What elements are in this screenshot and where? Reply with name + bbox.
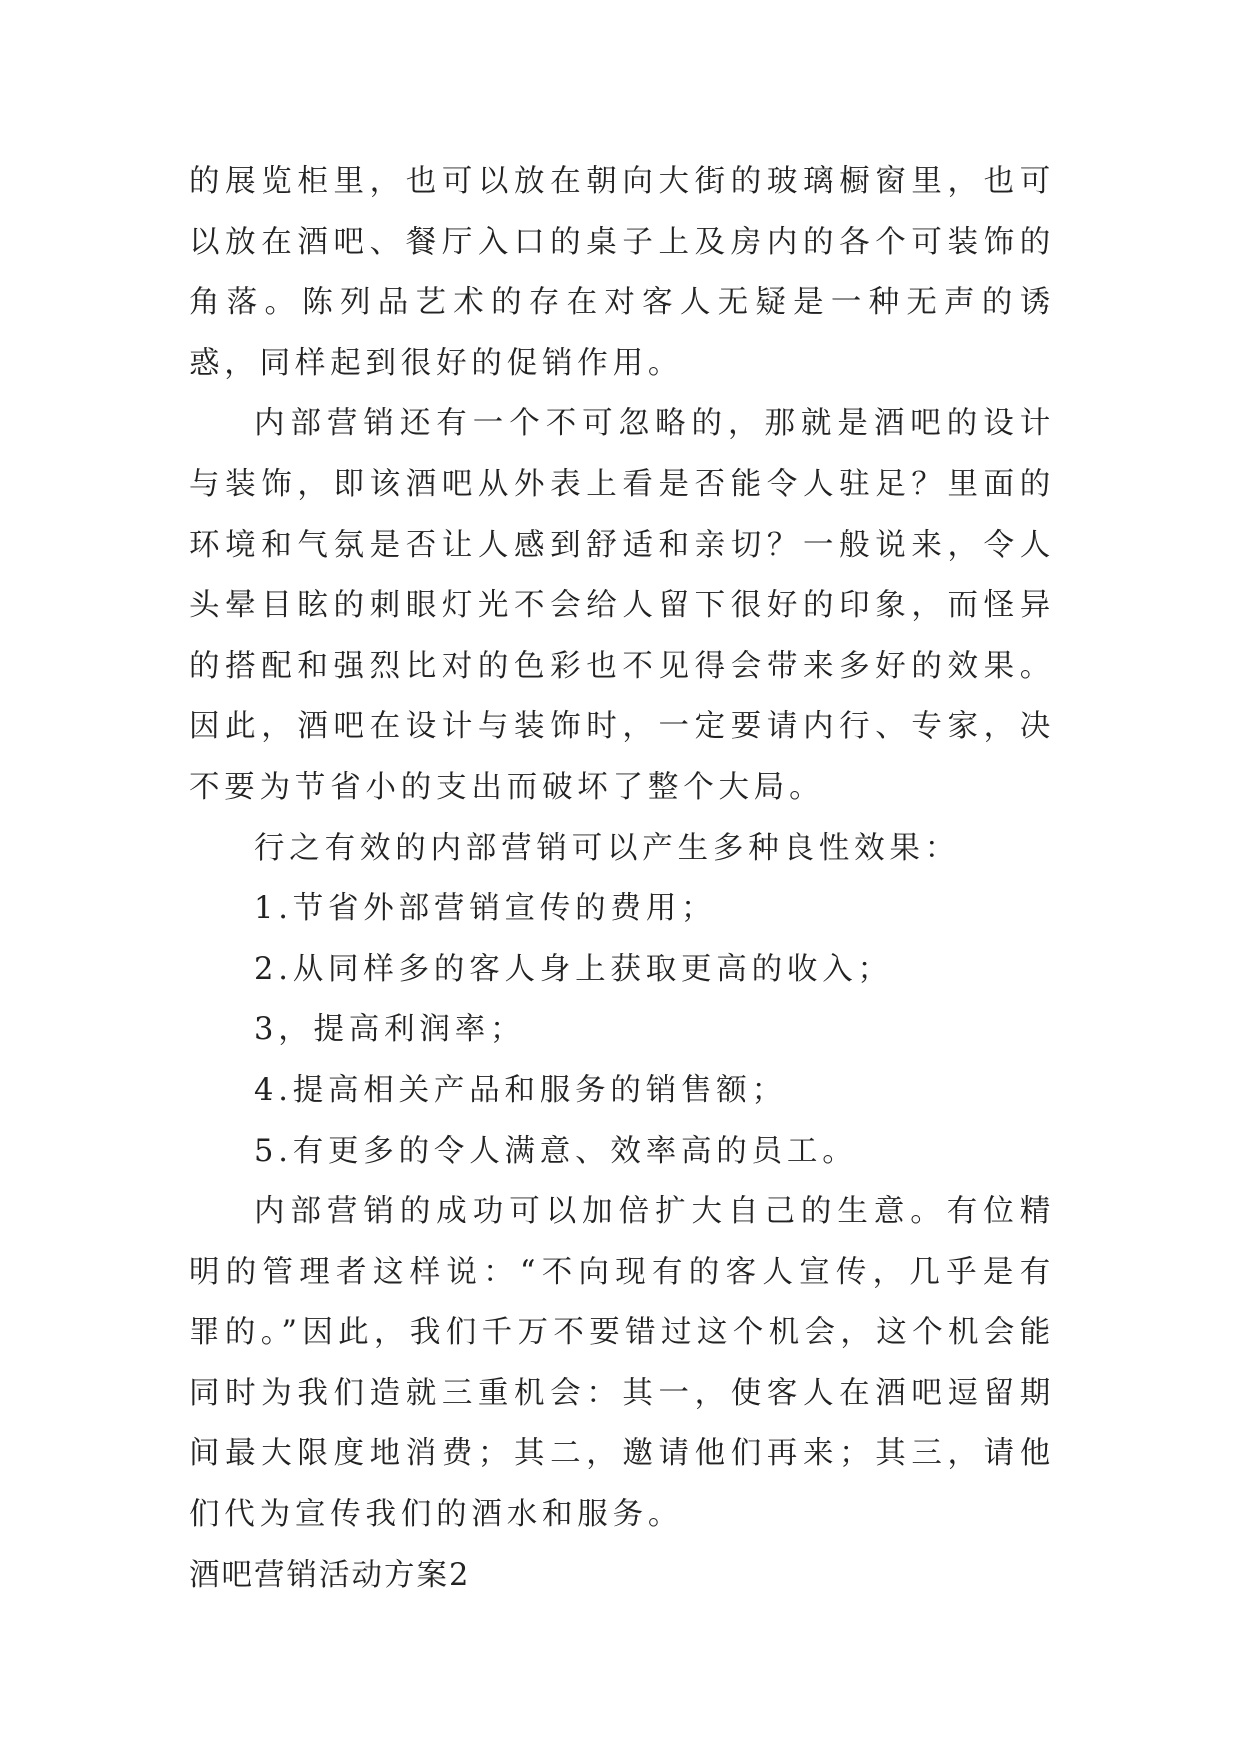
list-item: 5.有更多的令人满意、效率高的员工。 xyxy=(254,1133,858,1169)
paragraph-closing: 内部营销的成功可以加倍扩大自己的生意。有位精明的管理者这样说：“不向现有的客人宣传，几乎是有罪的。”因此，我们千万不要错过这个机会，这个机会能同时为我们造就三重机会：其一，使客人在酒吧逗留期间最大限度地消费；其二，邀请他们再来；其三，请他们代为宣传我们的酒水和服务。 xyxy=(189,1194,1055,1533)
list-item: 3，提高利润率； xyxy=(254,1012,526,1048)
list-item: 1.节省外部营销宣传的费用； xyxy=(254,891,717,927)
paragraph-design-decoration: 内部营销还有一个不可忽略的，那就是酒吧的设计与装饰，即该酒吧从外表上看是否能令人驻足？里面的环境和气氛是否让人感到舒适和亲切？一般说来，令人头晕目眩的刺眼灯光不会给人留下很好的印象，而怪异的搭配和强烈比对的色彩也不见得会带来多好的效果。因此，酒吧在设计与装饰时，一定要请内行、专家，决不要为节省小的支出而破坏了整个大局。 xyxy=(189,406,1055,805)
document-body xyxy=(189,152,1055,1606)
list-item: 2.从同样多的客人身上获取更高的收入； xyxy=(254,951,893,987)
paragraph-effects-intro: 行之有效的内部营销可以产生多种良性效果： xyxy=(254,830,960,866)
paragraph-continuation: 的展览柜里，也可以放在朝向大街的玻璃橱窗里，也可以放在酒吧、餐厅入口的桌子上及房内的各个可装饰的角落。陈列品艺术的存在对客人无疑是一种无声的诱惑，同样起到很好的促销作用。 xyxy=(189,164,1055,381)
list-item: 4.提高相关产品和服务的销售额； xyxy=(254,1072,787,1108)
section-heading: 酒吧营销活动方案2 xyxy=(189,1557,471,1593)
